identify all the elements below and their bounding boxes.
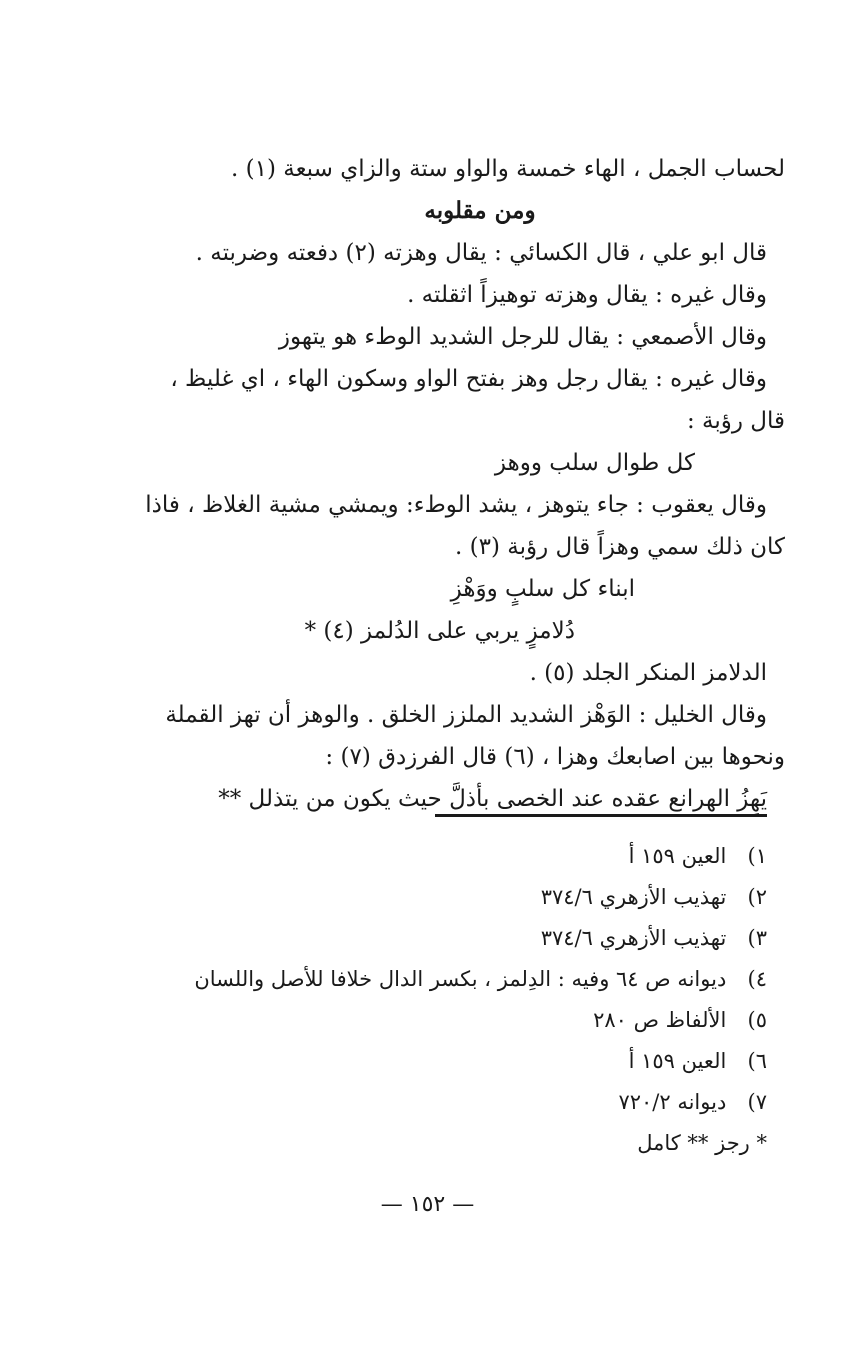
footnote bbox=[67, 918, 767, 959]
text-line: ونحوها بين اصابعك وهزا ، (٦) قال الفرزدق (٧) : bbox=[325, 744, 785, 770]
text-line: وقال يعقوب : جاء يتوهز ، يشد الوطء: ويمشي مشية الغلاظ ، فاذا bbox=[145, 492, 767, 518]
footnote-number: ٣) bbox=[747, 926, 767, 950]
meter-note: * رجز ** كامل bbox=[637, 1131, 767, 1155]
footnote-text: تهذيب الأزهري ٣٧٤/٦ bbox=[540, 926, 727, 950]
section-heading: ومن مقلوبه bbox=[424, 197, 536, 224]
verse-line: ابناء كل سلبٍ ووَهْزِ bbox=[450, 576, 635, 602]
verse-line: دُلامزٍ يربي على الدُلمز (٤) * bbox=[304, 618, 575, 644]
footnote-number: ٢) bbox=[747, 885, 767, 909]
verse-line: كل طوال سلب ووهز bbox=[494, 450, 695, 476]
footnote-text: الألفاظ ص ٢٨٠ bbox=[593, 1008, 727, 1032]
main-text bbox=[95, 148, 785, 820]
footnote-number: ١) bbox=[747, 844, 767, 868]
footnote bbox=[67, 877, 767, 918]
text-line: قال رؤبة : bbox=[686, 408, 785, 434]
page-number: — ١٥٢ — bbox=[380, 1192, 475, 1217]
footnote bbox=[67, 1082, 767, 1123]
text-line: وقال الخليل : الوَهْز الشديد الملزز الخلق . والوهز أن تهز القملة bbox=[165, 702, 767, 728]
text-line: لحساب الجمل ، الهاء خمسة والواو ستة والزاي سبعة (١) . bbox=[231, 156, 785, 182]
footnote bbox=[67, 836, 767, 877]
footnote-number: ٤) bbox=[747, 967, 767, 991]
footnote-text: العين ١٥٩ أ bbox=[628, 844, 727, 868]
text-line: كان ذلك سمي وهزاً قال رؤبة (٣) . bbox=[454, 534, 785, 560]
footnote bbox=[67, 959, 767, 1000]
footnote-text: العين ١٥٩ أ bbox=[628, 1049, 727, 1073]
footnote bbox=[67, 1041, 767, 1082]
verse-line: يَهِزُ الهرانع عقده عند الخصى بأذلَّ حيث يكون من يتذلل ** bbox=[218, 786, 767, 812]
text-line: وقال غيره : يقال وهزته توهيزاً اثقلته . bbox=[407, 282, 767, 308]
text-line: الدلامز المنكر الجلد (٥) . bbox=[529, 660, 767, 686]
footnote-number: ٥) bbox=[747, 1008, 767, 1032]
footnote bbox=[67, 1000, 767, 1041]
footnote-number: ٦) bbox=[747, 1049, 767, 1073]
text-line: قال ابو علي ، قال الكسائي : يقال وهزته (٢) دفعته وضربته . bbox=[195, 240, 767, 266]
footnote-divider bbox=[435, 814, 767, 817]
footnotes bbox=[67, 836, 767, 1164]
text-line: وقال غيره : يقال رجل وهز بفتح الواو وسكون الهاء ، اي غليظ ، bbox=[170, 366, 767, 392]
footnote-text: ديوانه ص ٦٤ وفيه : الدِلمز ، بكسر الدال خلافا للأصل واللسان bbox=[194, 967, 727, 991]
footnote-text: تهذيب الأزهري ٣٧٤/٦ bbox=[540, 885, 727, 909]
footnote-text: ديوانه ٧٢٠/٢ bbox=[618, 1090, 727, 1114]
footnote-number: ٧) bbox=[747, 1090, 767, 1114]
text-line: وقال الأصمعي : يقال للرجل الشديد الوطء هو يتهوز bbox=[278, 324, 767, 350]
